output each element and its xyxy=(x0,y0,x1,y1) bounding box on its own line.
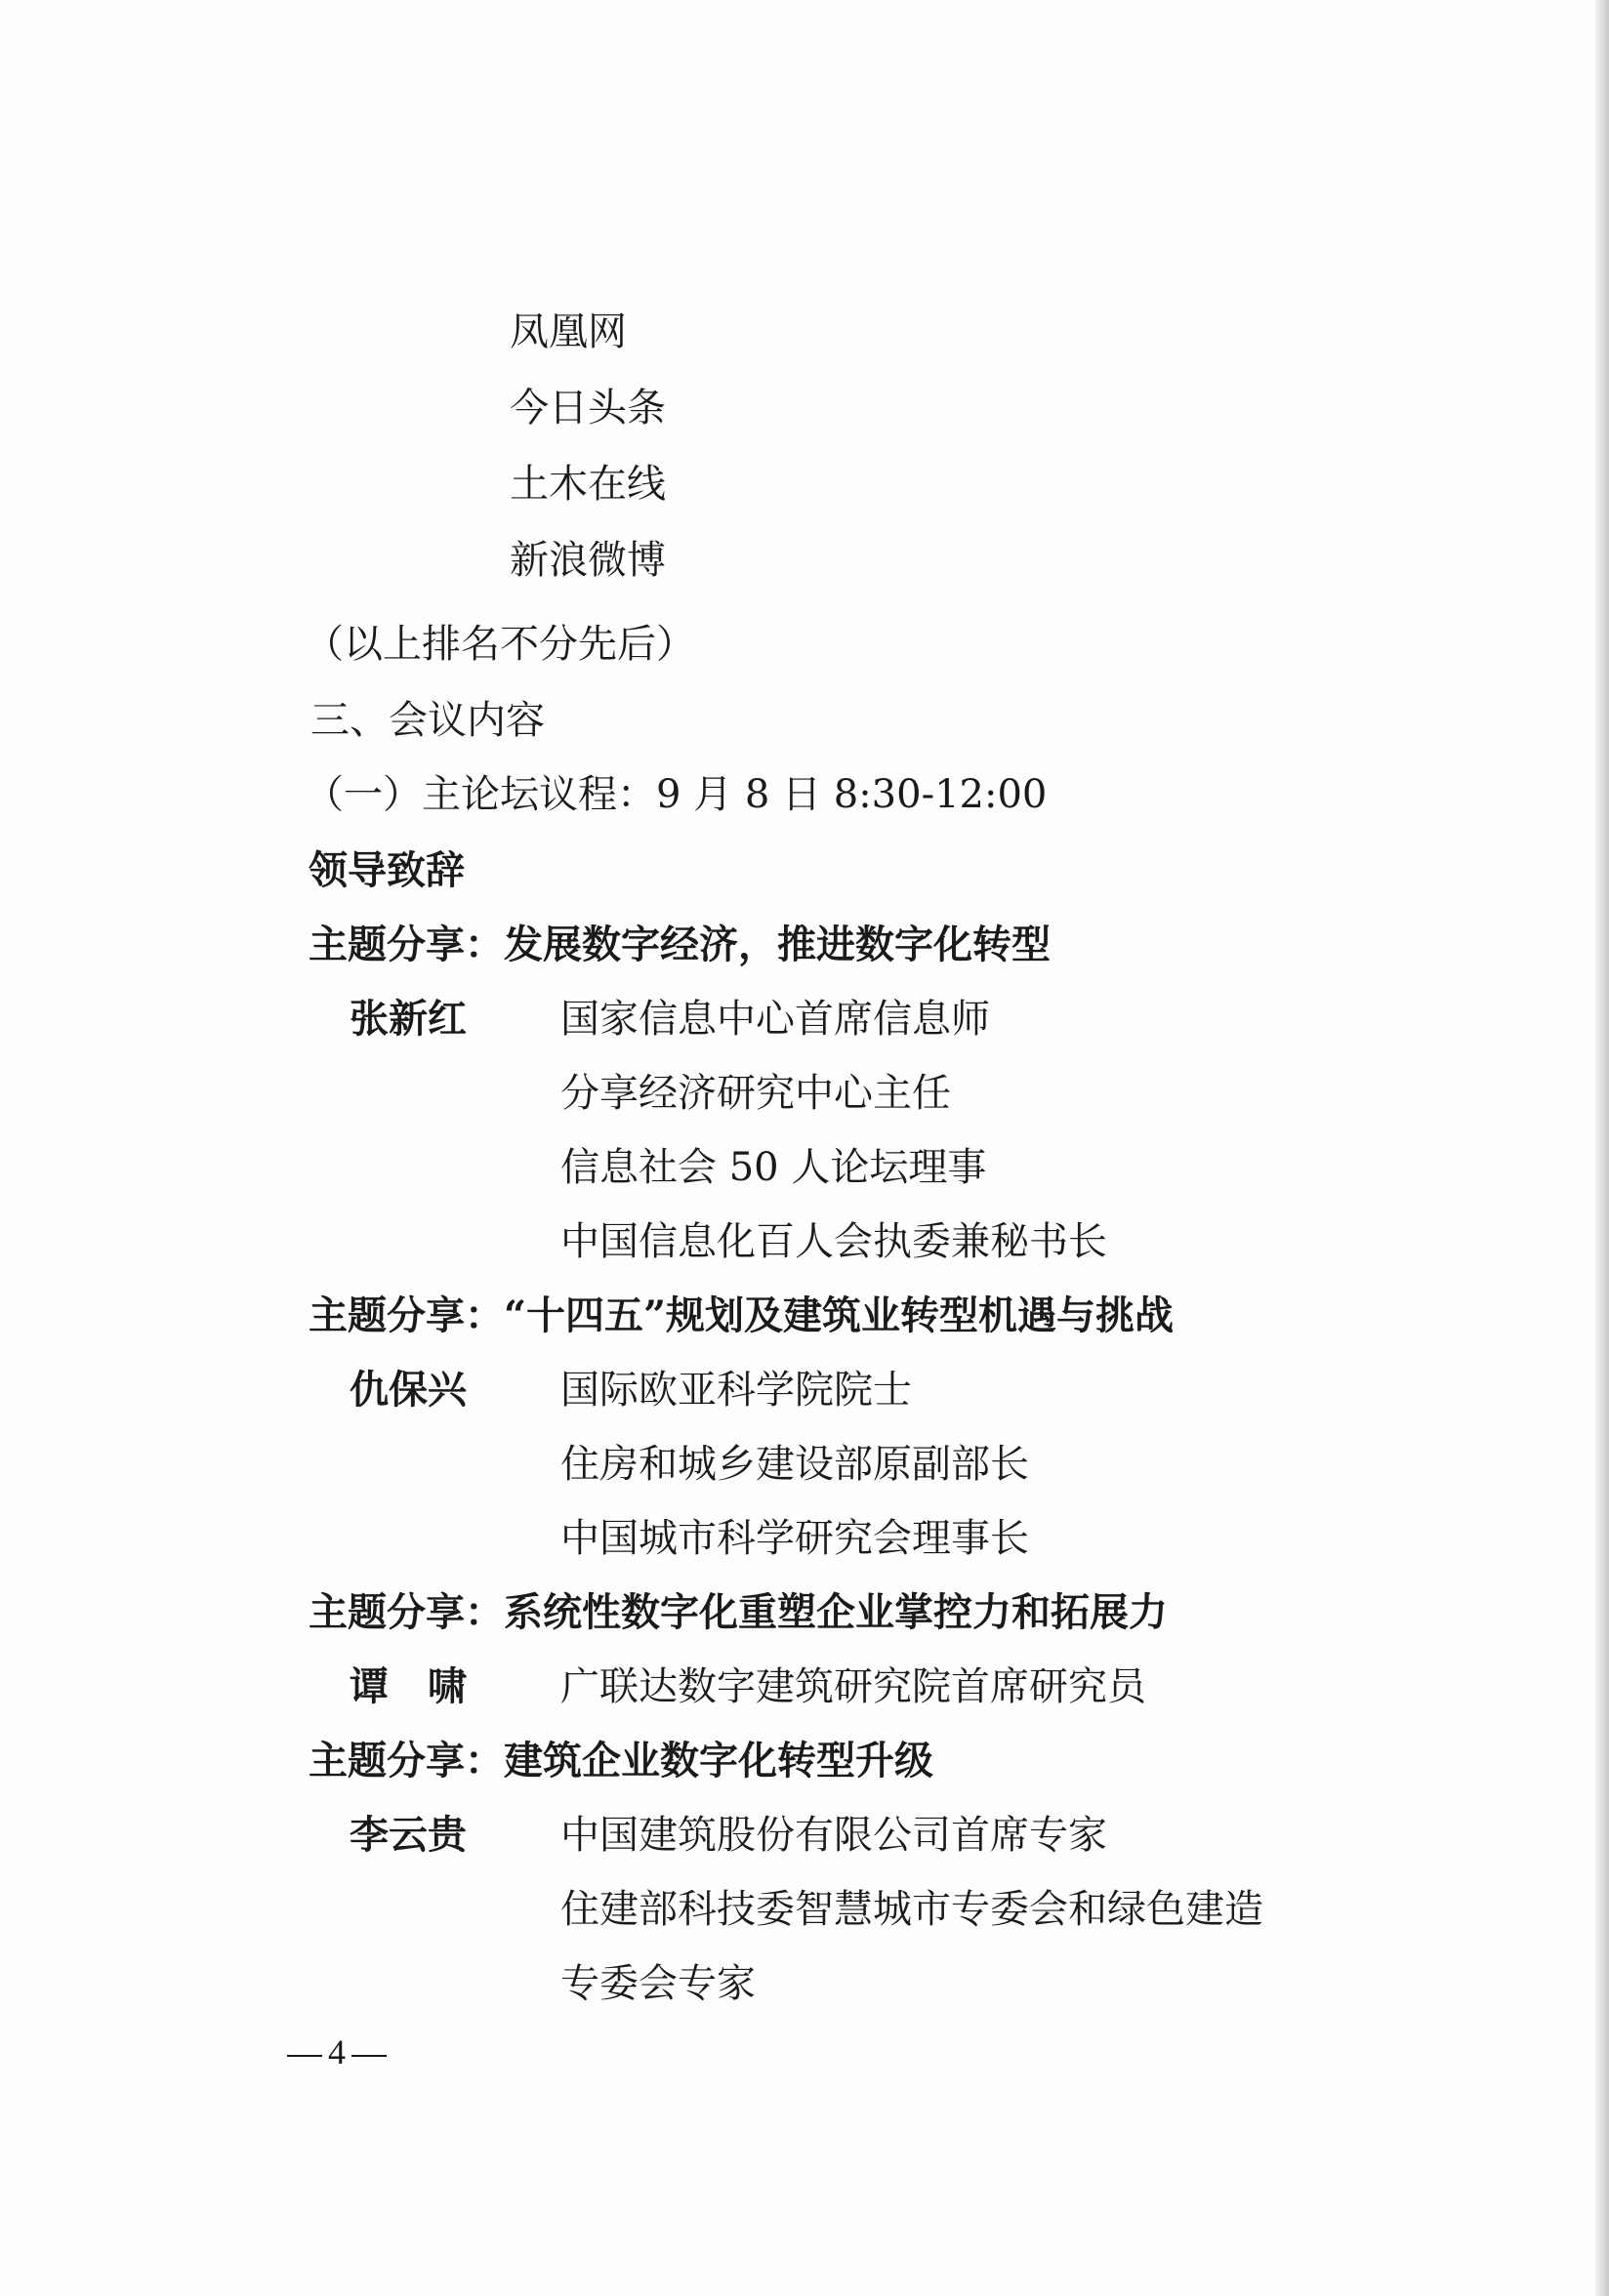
media-item: 凤凰网 xyxy=(510,309,627,354)
speaker-role: 信息社会 50 人论坛理事 xyxy=(560,1145,987,1190)
speaker-role: 中国信息化百人会执委兼秘书长 xyxy=(560,1219,1107,1264)
page-number: 4 xyxy=(328,2032,346,2071)
opening-item: 领导致辞 xyxy=(309,847,465,893)
topic-title: 建筑企业数字化转型升级 xyxy=(504,1738,933,1784)
media-item: 今日头条 xyxy=(510,386,666,430)
talk-topic xyxy=(309,1738,933,1784)
topic-title: “十四五”规划及建筑业转型机遇与挑战 xyxy=(504,1292,1175,1338)
page-footer xyxy=(281,2030,392,2073)
talk-topic xyxy=(309,1589,1168,1636)
talk-topic xyxy=(309,922,1051,968)
ranking-note: （以上排名不分先后） xyxy=(305,622,695,667)
topic-label: 主题分享： xyxy=(309,922,504,967)
topic-label: 主题分享： xyxy=(309,1589,504,1635)
speaker-role: 中国建筑股份有限公司首席专家 xyxy=(560,1813,1107,1858)
speaker-name: 谭 啸 xyxy=(350,1663,467,1709)
topic-label: 主题分享： xyxy=(309,1738,504,1784)
speaker-role: 住房和城乡建设部原副部长 xyxy=(560,1442,1029,1487)
speaker-role: 国家信息中心首席信息师 xyxy=(560,997,990,1042)
media-item: 新浪微博 xyxy=(510,538,666,583)
footer-dash-left xyxy=(287,2055,322,2057)
speaker-role: 住建部科技委智慧城市专委会和绿色建造 xyxy=(560,1887,1263,1932)
speaker-name: 李云贵 xyxy=(350,1812,467,1858)
subsection-heading: （一）主论坛议程：9 月 8 日 8:30-12:00 xyxy=(305,772,1048,817)
section-heading: 三、会议内容 xyxy=(310,698,545,743)
speaker-role: 国际欧亚科学院院士 xyxy=(560,1368,912,1413)
talk-topic xyxy=(309,1292,1174,1339)
footer-dash-right xyxy=(351,2055,387,2057)
speaker-role: 分享经济研究中心主任 xyxy=(560,1071,951,1116)
speaker-role: 中国城市科学研究会理事长 xyxy=(560,1516,1029,1561)
topic-title: 发展数字经济，推进数字化转型 xyxy=(504,922,1051,967)
media-item: 土木在线 xyxy=(510,462,666,507)
speaker-role: 广联达数字建筑研究院首席研究员 xyxy=(560,1664,1146,1709)
speaker-name: 张新红 xyxy=(350,996,467,1042)
topic-label: 主题分享： xyxy=(309,1292,504,1338)
speaker-name: 仇保兴 xyxy=(350,1367,467,1413)
page-edge-shadow xyxy=(1595,0,1609,2296)
topic-title: 系统性数字化重塑企业掌控力和拓展力 xyxy=(504,1589,1168,1635)
speaker-role: 专委会专家 xyxy=(560,1961,756,2006)
